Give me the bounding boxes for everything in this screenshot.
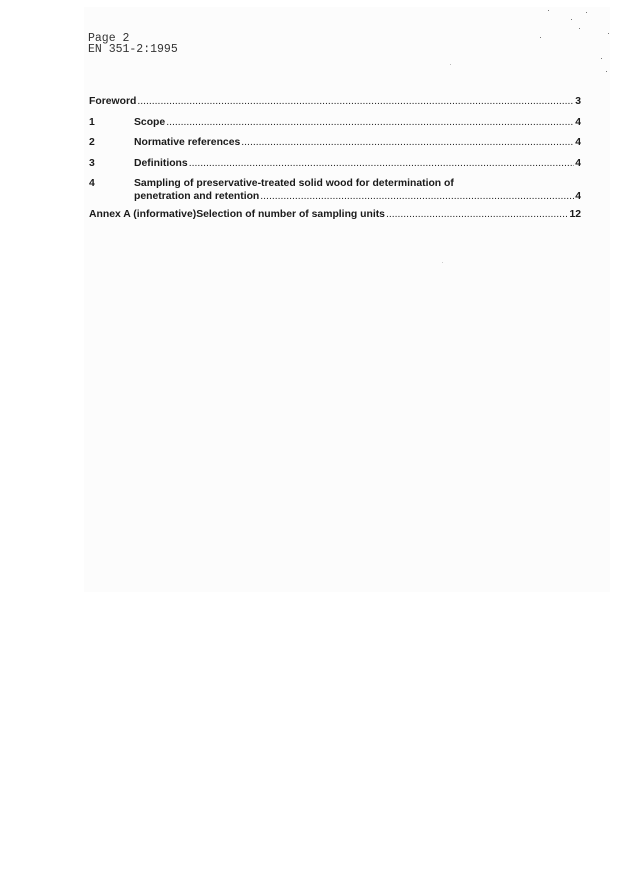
toc-entry-number: 3 bbox=[89, 157, 95, 169]
toc-entry-normative-references[interactable] bbox=[89, 137, 581, 158]
standard-identifier: EN 351-2:1995 bbox=[88, 43, 178, 56]
toc-entry-definitions[interactable] bbox=[89, 158, 581, 179]
scan-speck bbox=[548, 10, 549, 11]
toc-entry-page: 4 bbox=[575, 157, 581, 169]
toc-entry-title: Normative references bbox=[134, 137, 241, 148]
toc-entry-title: Definitions bbox=[134, 157, 188, 169]
scan-speck bbox=[586, 12, 587, 13]
dot-leader bbox=[137, 96, 574, 107]
scan-speck bbox=[540, 37, 541, 38]
dot-leader bbox=[166, 117, 574, 128]
page-number-label: Page 2 bbox=[88, 32, 130, 45]
toc-entry-page: 4 bbox=[575, 116, 581, 128]
toc-entry-foreword[interactable] bbox=[89, 96, 581, 117]
toc-entry-title-line2: penetration and retention bbox=[134, 191, 260, 202]
toc-entry-number: 1 bbox=[89, 116, 95, 128]
toc-entry-page: 4 bbox=[575, 137, 581, 148]
toc-entry-page: 12 bbox=[569, 209, 581, 220]
scan-speck bbox=[601, 58, 602, 59]
scan-speck bbox=[571, 19, 572, 20]
toc-entry-title: Annex A (informative)Selection of number of sampling units bbox=[89, 209, 385, 220]
scan-speck bbox=[450, 64, 451, 65]
toc-entry-number: 2 bbox=[89, 137, 95, 148]
toc-entry-page: 3 bbox=[575, 96, 581, 107]
scan-speck bbox=[579, 28, 580, 29]
dot-leader bbox=[241, 137, 574, 148]
toc-entry-scope[interactable] bbox=[89, 117, 581, 138]
toc-entry-annex-a[interactable] bbox=[89, 209, 581, 230]
toc-entry-page: 4 bbox=[575, 191, 581, 202]
page-header bbox=[88, 33, 178, 55]
toc-entry-sampling[interactable] bbox=[89, 178, 581, 204]
scan-speck bbox=[608, 33, 609, 34]
toc-entry-title: Scope bbox=[134, 116, 166, 128]
toc-entry-title: Foreword bbox=[89, 96, 137, 107]
dot-leader bbox=[189, 158, 575, 169]
dot-leader bbox=[386, 209, 568, 220]
toc-entry-number: 4 bbox=[89, 178, 95, 189]
scan-speck bbox=[442, 262, 443, 263]
dot-leader bbox=[260, 191, 574, 202]
toc-entry-title-line1: Sampling of preservative-treated solid wood for determination of bbox=[134, 178, 454, 189]
scan-speck bbox=[606, 71, 607, 72]
table-of-contents bbox=[89, 96, 581, 230]
scanned-page-area bbox=[84, 7, 610, 592]
